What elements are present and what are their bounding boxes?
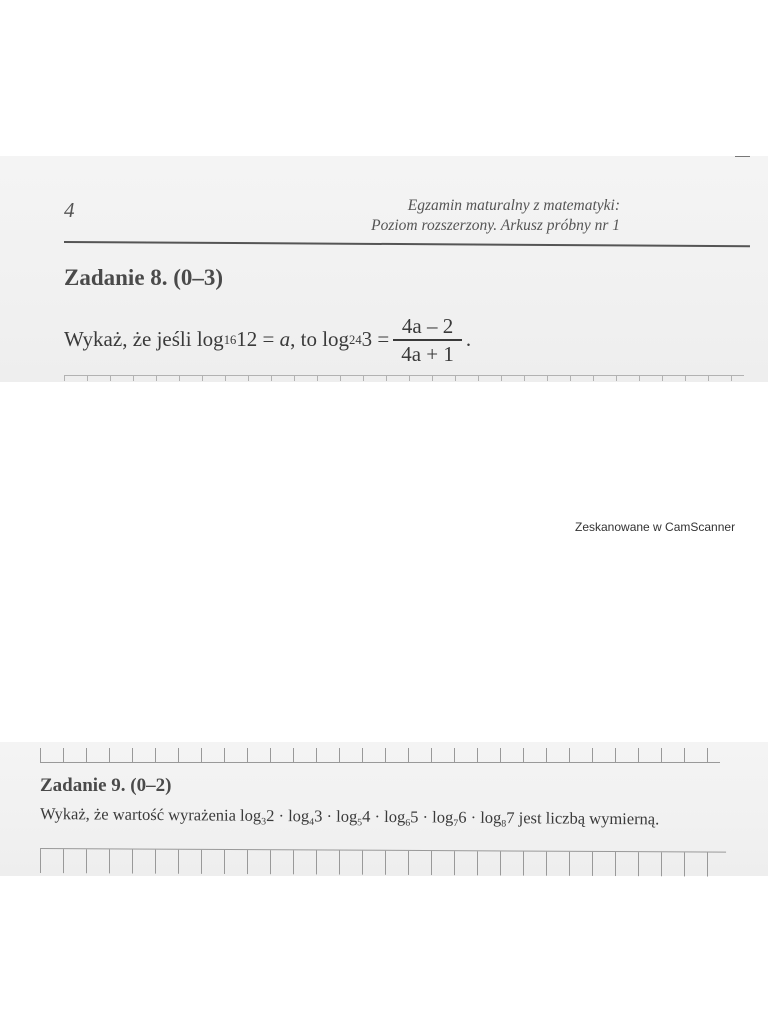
task9-title: Zadanie 9. (0–2)	[40, 775, 172, 796]
task8-end: .	[465, 327, 472, 352]
page-number: 4	[64, 198, 75, 222]
task9-separator: ·	[370, 806, 385, 827]
task9-log-word: log	[480, 807, 502, 828]
task9-log-base: 8	[501, 818, 507, 830]
camscanner-watermark: Zeskanowane w CamScanner	[575, 520, 736, 534]
task8-fraction	[393, 313, 462, 367]
task9-log-word: log	[240, 805, 262, 825]
task9-log-word: log	[336, 806, 358, 826]
task9-log-word: log	[432, 807, 454, 827]
task8-arg2: 3 =	[361, 327, 390, 352]
exam-header-line2: Poziom rozszerzony. Arkusz próbny nr 1	[371, 217, 620, 234]
task9-log-argument: 2	[266, 805, 275, 826]
task9-separator: ·	[418, 807, 433, 827]
task9-text-suffix: jest liczbą wymierną.	[514, 808, 660, 829]
task8-numerator: 4a – 2	[401, 314, 454, 338]
answer-grid-task9	[40, 848, 726, 877]
answer-grid-top	[40, 748, 720, 763]
task9-log-argument: 3	[314, 806, 323, 826]
task9-expression	[240, 805, 515, 830]
task8-denominator: 4a + 1	[401, 341, 454, 366]
task9-log-base: 4	[309, 816, 315, 828]
task8-text-mid: , to log	[290, 327, 350, 352]
task9-log-argument: 5	[410, 807, 419, 827]
task9-log-word: log	[384, 807, 406, 827]
task9-log-base: 6	[405, 817, 411, 829]
exam-header-line1: Egzamin maturalny z matematyki:	[407, 197, 620, 214]
task9-separator: ·	[274, 806, 289, 826]
task9-separator: ·	[466, 807, 481, 827]
task8-statement: Wykaż, że jeśli log 16 12 = a , to log 24 3 = $\frac{4a - 2}{4a + 1}$ .	[64, 314, 472, 366]
corner-rule	[735, 156, 750, 157]
task9-log-argument: 7	[506, 808, 515, 828]
task9-log-base: 7	[453, 818, 459, 830]
answer-grid-task8	[64, 375, 744, 381]
task9-text-prefix: Wykaż, że wartość wyrażenia	[39, 804, 237, 825]
task9-log-argument: 6	[458, 807, 467, 827]
task8-arg1: 12 =	[236, 327, 280, 352]
task9-log-base: 3	[261, 816, 267, 828]
task9-log-base: 5	[357, 817, 363, 829]
task8-title: Zadanie 8. (0–3)	[64, 265, 224, 290]
task9-log-word: log	[288, 806, 310, 826]
exam-header	[320, 196, 620, 236]
task8-text-prefix: Wykaż, że jeśli log	[64, 327, 224, 352]
task9-separator: ·	[322, 806, 337, 826]
task8-variable-a: a	[279, 327, 291, 352]
task9-log-argument: 4	[362, 806, 371, 826]
